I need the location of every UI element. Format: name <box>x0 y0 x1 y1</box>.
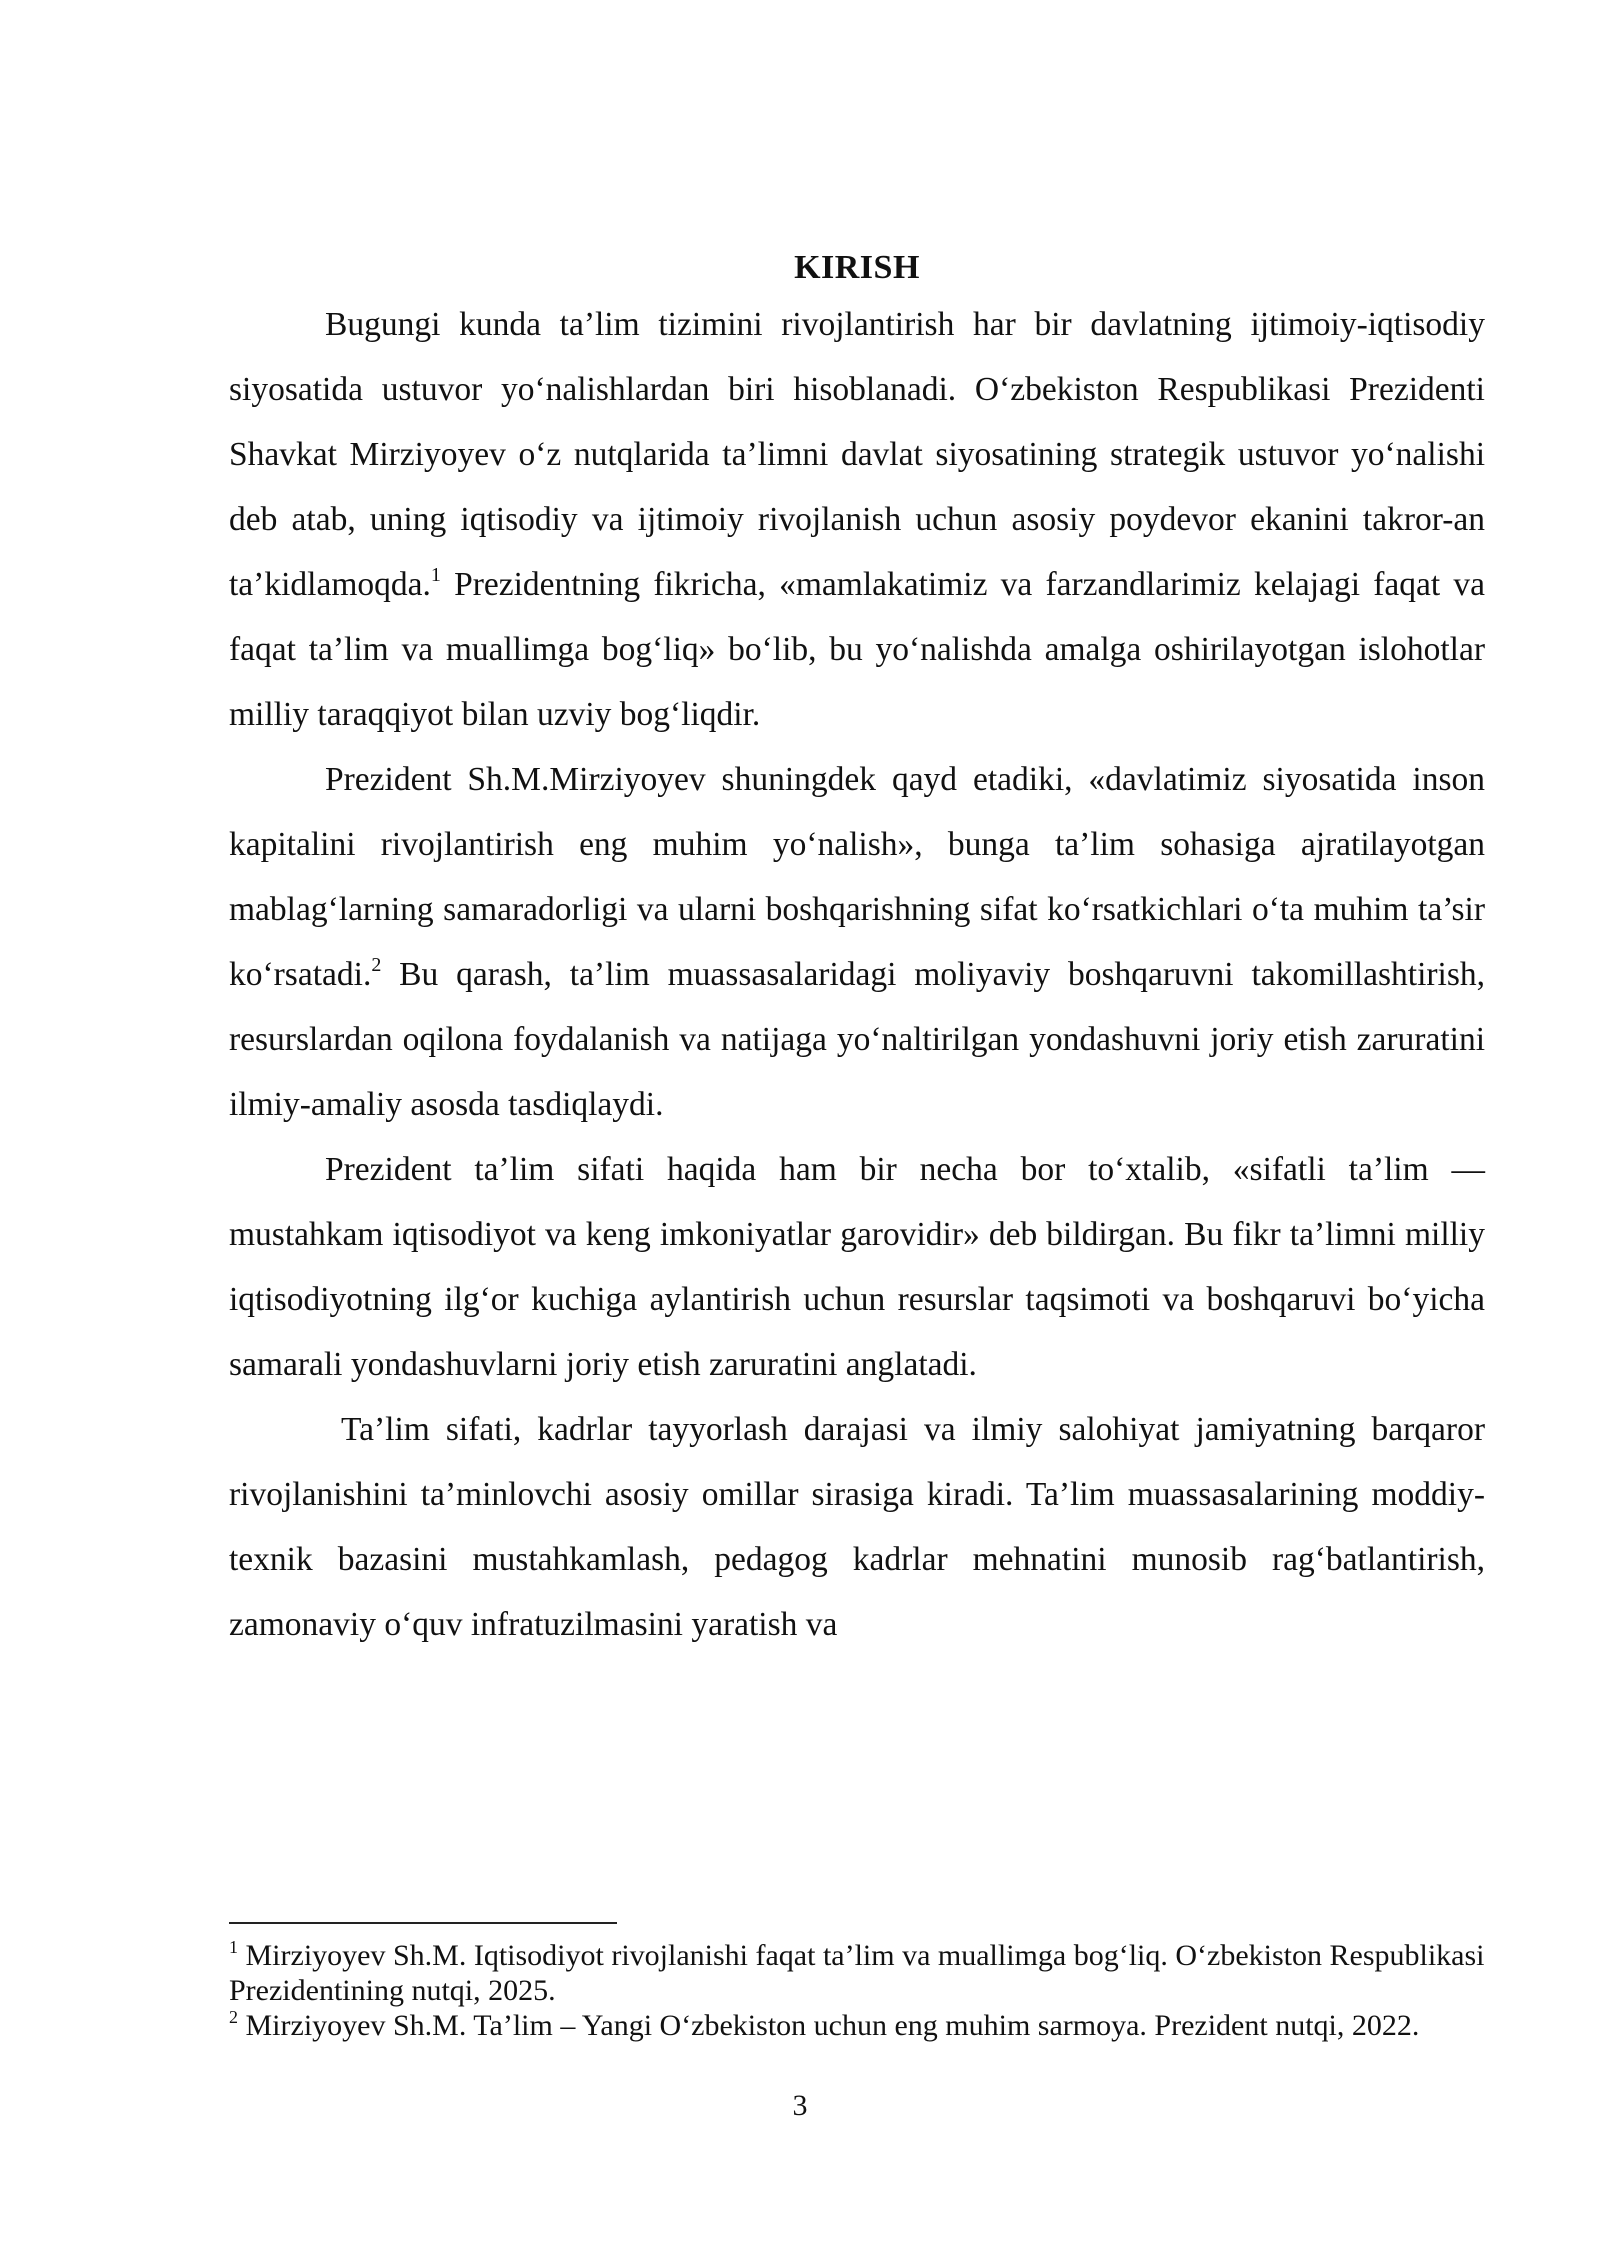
paragraph-1 <box>229 292 1485 747</box>
footnote-2 <box>229 2008 1485 2043</box>
body-text <box>229 244 1485 1657</box>
paragraph-2-text-a: Prezident Sh.M.Mirziyoyev shuningdek qayd etadiki, «davlatimiz siyosatida inson kapitalini rivojlantirish eng muhim yo‘nalish», bunga ta’lim sohasiga ajratilayotgan mablag‘larning samaradorligi va ularni boshqarishning sifat ko‘rsatkichlari o‘ta muhim ta’sir ko‘rsatadi. <box>229 761 1485 993</box>
footnote-1 <box>229 1938 1485 2008</box>
footnote-2-number: 2 <box>229 2007 238 2027</box>
paragraph-1-text-a: Bugungi kunda ta’lim tizimini rivojlantirish har bir davlatning ijtimoiy-iqtisodiy siyosatida ustuvor yo‘nalishlardan biri hisoblanadi. O‘zbekiston Respublikasi Prezidenti Shavkat Mirziyoyev o‘z nutqlarida ta’limni davlat siyosatining strategik ustuvor yo‘nalishi deb atab, uning iqtisodiy va ijtimoiy rivojlanish uchun asosiy poydevor ekanini takror-an ta’kidlamoqda. <box>229 306 1485 603</box>
paragraph-4: Ta’lim sifati, kadrlar tayyorlash darajasi va ilmiy salohiyat jamiyatning barqaror rivojlanishini ta’minlovchi asosiy omillar sirasiga kiradi. Ta’lim muassasalarining moddiy-texnik bazasini mustahkamlash, pedagog kadrlar mehnatini munosib rag‘batlantirish, zamonaviy o‘quv infratuzilmasini yaratish va <box>229 1411 1485 1643</box>
page-number: 3 <box>792 2089 808 2122</box>
page-heading: KIRISH <box>794 249 920 286</box>
footnote-1-number: 1 <box>229 1937 238 1957</box>
footnote-ref-2[interactable]: 2 <box>371 954 382 976</box>
footnote-1-text: Mirziyoyev Sh.M. Iqtisodiyot rivojlanishi faqat ta’lim va muallimga bog‘liq. O‘zbekiston Respublikasi Prezidentining nutqi, 2025. <box>229 1939 1485 2007</box>
footnotes <box>229 1938 1485 2043</box>
footnote-2-text: Mirziyoyev Sh.M. Ta’lim – Yangi O‘zbekiston uchun eng muhim sarmoya. Prezident nutqi, 2022. <box>238 2009 1420 2042</box>
paragraph-2 <box>229 747 1485 1137</box>
footnote-ref-1[interactable]: 1 <box>430 564 441 586</box>
paragraph-3: Prezident ta’lim sifati haqida ham bir necha bor to‘xtalib, «sifatli ta’lim — mustahkam iqtisodiyot va keng imkoniyatlar garovidir» deb bildirgan. Bu fikr ta’limni milliy iqtisodiyotning ilg‘or kuchiga aylantirish uchun resurslar taqsimoti va boshqaruvi bo‘yicha samarali yondashuvlarni joriy etish zaruratini anglatadi. <box>229 1151 1485 1383</box>
footnote-separator <box>229 1922 617 1924</box>
paragraph-2-text-b: Bu qarash, ta’lim muassasalaridagi moliyaviy boshqaruvni takomillashtirish, resurslardan oqilona foydalanish va natijaga yo‘naltirilgan yondashuvni joriy etish zaruratini ilmiy-amaliy asosda tasdiqlaydi. <box>229 956 1485 1123</box>
paragraph-1-text-b: Prezidentning fikricha, «mamlakatimiz va farzandlarimiz kelajagi faqat va faqat ta’lim va muallimga bog‘liq» bo‘lib, bu yo‘nalishda amalga oshirilayotgan islohotlar milliy taraqqiyot bilan uzviy bog‘liqdir. <box>229 566 1485 733</box>
